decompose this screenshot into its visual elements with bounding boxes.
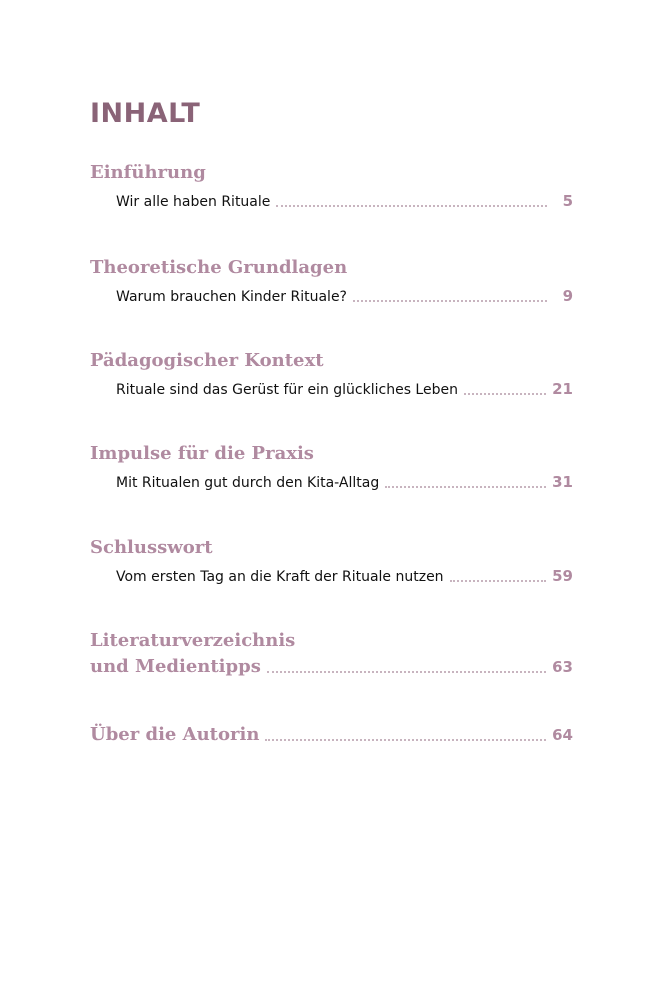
entry-title: Wir alle haben Rituale <box>116 194 271 210</box>
dot-leader <box>267 670 546 673</box>
toc-entry[interactable] <box>116 378 573 401</box>
section-heading: Pädagogischer Kontext <box>90 350 324 371</box>
section-heading-continued: und Medientipps <box>90 656 261 677</box>
page-number: 64 <box>552 726 573 744</box>
section-heading: Impulse für die Praxis <box>90 443 314 464</box>
entry-title: Rituale sind das Gerüst für ein glückliches Leben <box>116 382 458 398</box>
toc-section-theory <box>90 255 573 308</box>
section-heading: Schlusswort <box>90 537 213 558</box>
page-number: 5 <box>562 192 573 210</box>
dot-leader <box>450 579 547 582</box>
page-title: INHALT <box>90 98 201 129</box>
toc-section-practice <box>90 441 573 494</box>
toc-entry[interactable] <box>116 190 573 213</box>
section-heading: Theoretische Grundlagen <box>90 257 348 278</box>
section-heading: Einführung <box>90 162 206 183</box>
toc-head-entry <box>90 722 573 748</box>
toc-section-pedagogy <box>90 348 573 401</box>
toc-entry[interactable] <box>116 285 573 308</box>
section-heading: Literaturverzeichnis <box>90 630 296 651</box>
section-heading: Über die Autorin <box>90 724 260 745</box>
toc-entry[interactable] <box>116 471 573 494</box>
toc-section-author[interactable] <box>90 722 573 748</box>
toc-entry[interactable] <box>116 565 573 588</box>
toc-section-literature[interactable] <box>90 628 573 680</box>
page-number: 63 <box>552 658 573 676</box>
toc-section-introduction <box>90 160 573 213</box>
page-number: 21 <box>552 380 573 398</box>
toc-section-conclusion <box>90 535 573 588</box>
dot-leader <box>265 738 546 741</box>
dot-leader <box>385 485 546 488</box>
dot-leader <box>464 392 546 395</box>
entry-title: Warum brauchen Kinder Rituale? <box>116 289 347 305</box>
page-number: 31 <box>552 473 573 491</box>
dot-leader <box>276 204 547 207</box>
page-number: 9 <box>562 287 573 305</box>
dot-leader <box>353 299 547 302</box>
entry-title: Vom ersten Tag an die Kraft der Rituale nutzen <box>116 569 444 585</box>
page-number: 59 <box>552 567 573 585</box>
entry-title: Mit Ritualen gut durch den Kita-Alltag <box>116 475 380 491</box>
toc-head-entry <box>90 654 573 680</box>
